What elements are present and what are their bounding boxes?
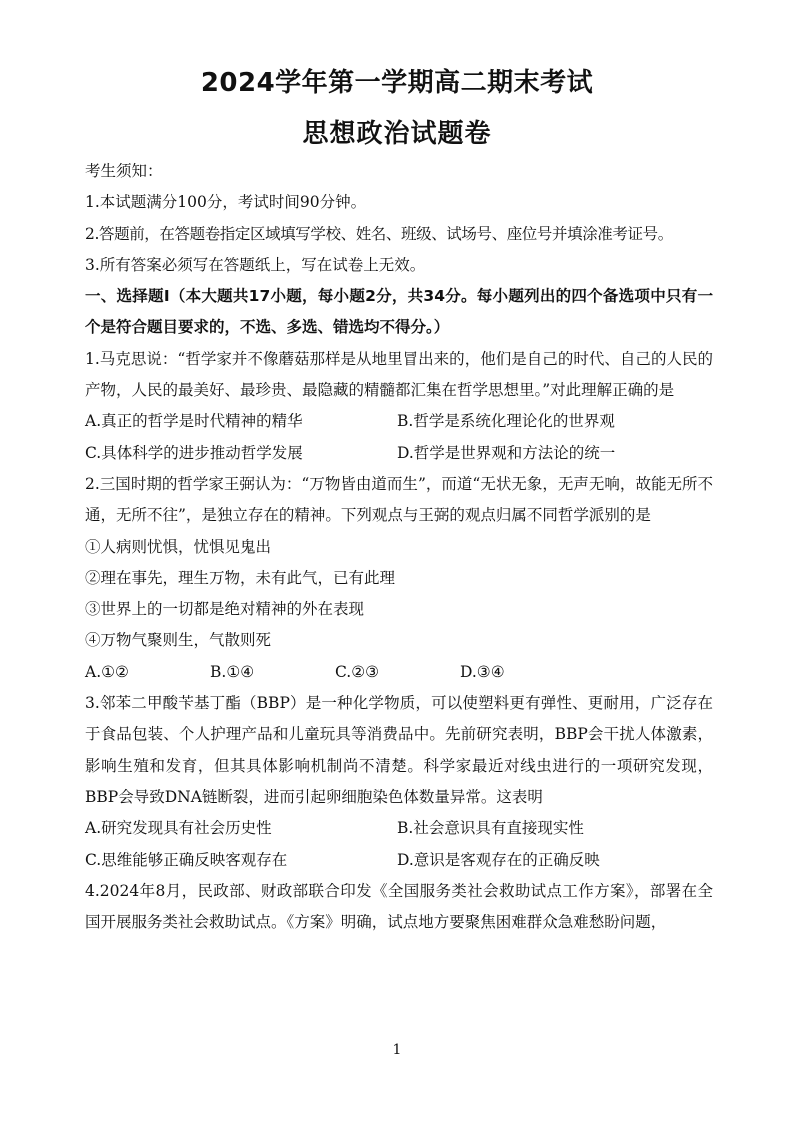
option-b: B.哲学是系统化理论化的世界观 [397, 412, 615, 431]
option-b: B.社会意识具有直接现实性 [397, 819, 584, 838]
option-c: C.思维能够正确反映客观存在 [85, 850, 288, 869]
option-d: D.意识是客观存在的正确反映 [397, 850, 600, 869]
option-b: B.①④ [210, 662, 255, 681]
exam-content [85, 156, 713, 938]
exam-title: 2024学年第一学期高二期末考试 [200, 68, 594, 98]
option-c: C.②③ [335, 662, 380, 681]
section-heading: 一、选择题Ⅰ（本大题共17小题，每小题2分，共34分。每小题列出的四个备选项中只有一个是符合题目要求的，不选、多选、错选均不得分。） [85, 287, 713, 337]
option-a: A.真正的哲学是时代精神的精华 [85, 412, 303, 431]
notice-heading: 考生须知： [85, 162, 163, 180]
notice-item: 3.所有答案必须写在答题纸上，写在试卷上无效。 [85, 255, 426, 274]
statement-item: ④万物气聚则生，气散则死 [85, 631, 272, 650]
options-row [85, 813, 713, 844]
exam-subtitle: 思想政治试题卷 [302, 119, 492, 149]
notice-item: 1.本试题满分100分，考试时间90分钟。 [85, 193, 367, 212]
question-stem: 2.三国时期的哲学家王弼认为：“万物皆由道而生”，而道“无状无象，无声无响，故能无所不通，无所不往”，是独立存在的精神。下列观点与王弼的观点归属不同哲学派别的是 [85, 474, 713, 525]
notice-item: 2.答题前，在答题卷指定区域填写学校、姓名、班级、试场号、座位号并填涂准考证号。 [85, 224, 673, 243]
page-number: 1 [392, 1042, 402, 1058]
option-d: D.哲学是世界观和方法论的统一 [397, 443, 616, 462]
option-a: A.①② [85, 662, 129, 681]
statement-item: ②理在事先，理生万物，未有此气，已有此理 [85, 568, 396, 587]
question-stem: 4.2024年8月，民政部、财政部联合印发《全国服务类社会救助试点工作方案》，部署在全国开展服务类社会救助试点。《方案》明确，试点地方要聚焦困难群众急难愁盼问题， [85, 881, 713, 932]
options-row [85, 657, 713, 688]
question-stem: 1.马克思说：“哲学家并不像蘑菇那样是从地里冒出来的，他们是自己的时代、自己的人民的产物，人民的最美好、最珍贵、最隐藏的精髓都汇集在哲学思想里。”对此理解正确的是 [85, 349, 713, 400]
option-d: D.③④ [460, 662, 505, 681]
question-stem: 3.邻苯二甲酸苄基丁酯（BBP）是一种化学物质，可以使塑料更有弹性、更耐用，广泛存在于食品包装、个人护理产品和儿童玩具等消费品中。先前研究表明，BBP会干扰人体激素，影响生殖和发育，但其具体影响机制尚不清楚。科学家最近对线虫进行的一项研究发现，BBP会导致DNA链断裂，进而引起卵细胞染色体数量异常。这表明 [85, 694, 713, 806]
statement-item: ③世界上的一切都是绝对精神的外在表现 [85, 600, 365, 619]
options-row [85, 406, 713, 437]
option-a: A.研究发现具有社会历史性 [85, 819, 272, 838]
statement-item: ①人病则忧惧，忧惧见鬼出 [85, 537, 272, 556]
options-row [85, 438, 713, 469]
options-row [85, 845, 713, 876]
option-c: C.具体科学的进步推动哲学发展 [85, 443, 303, 462]
